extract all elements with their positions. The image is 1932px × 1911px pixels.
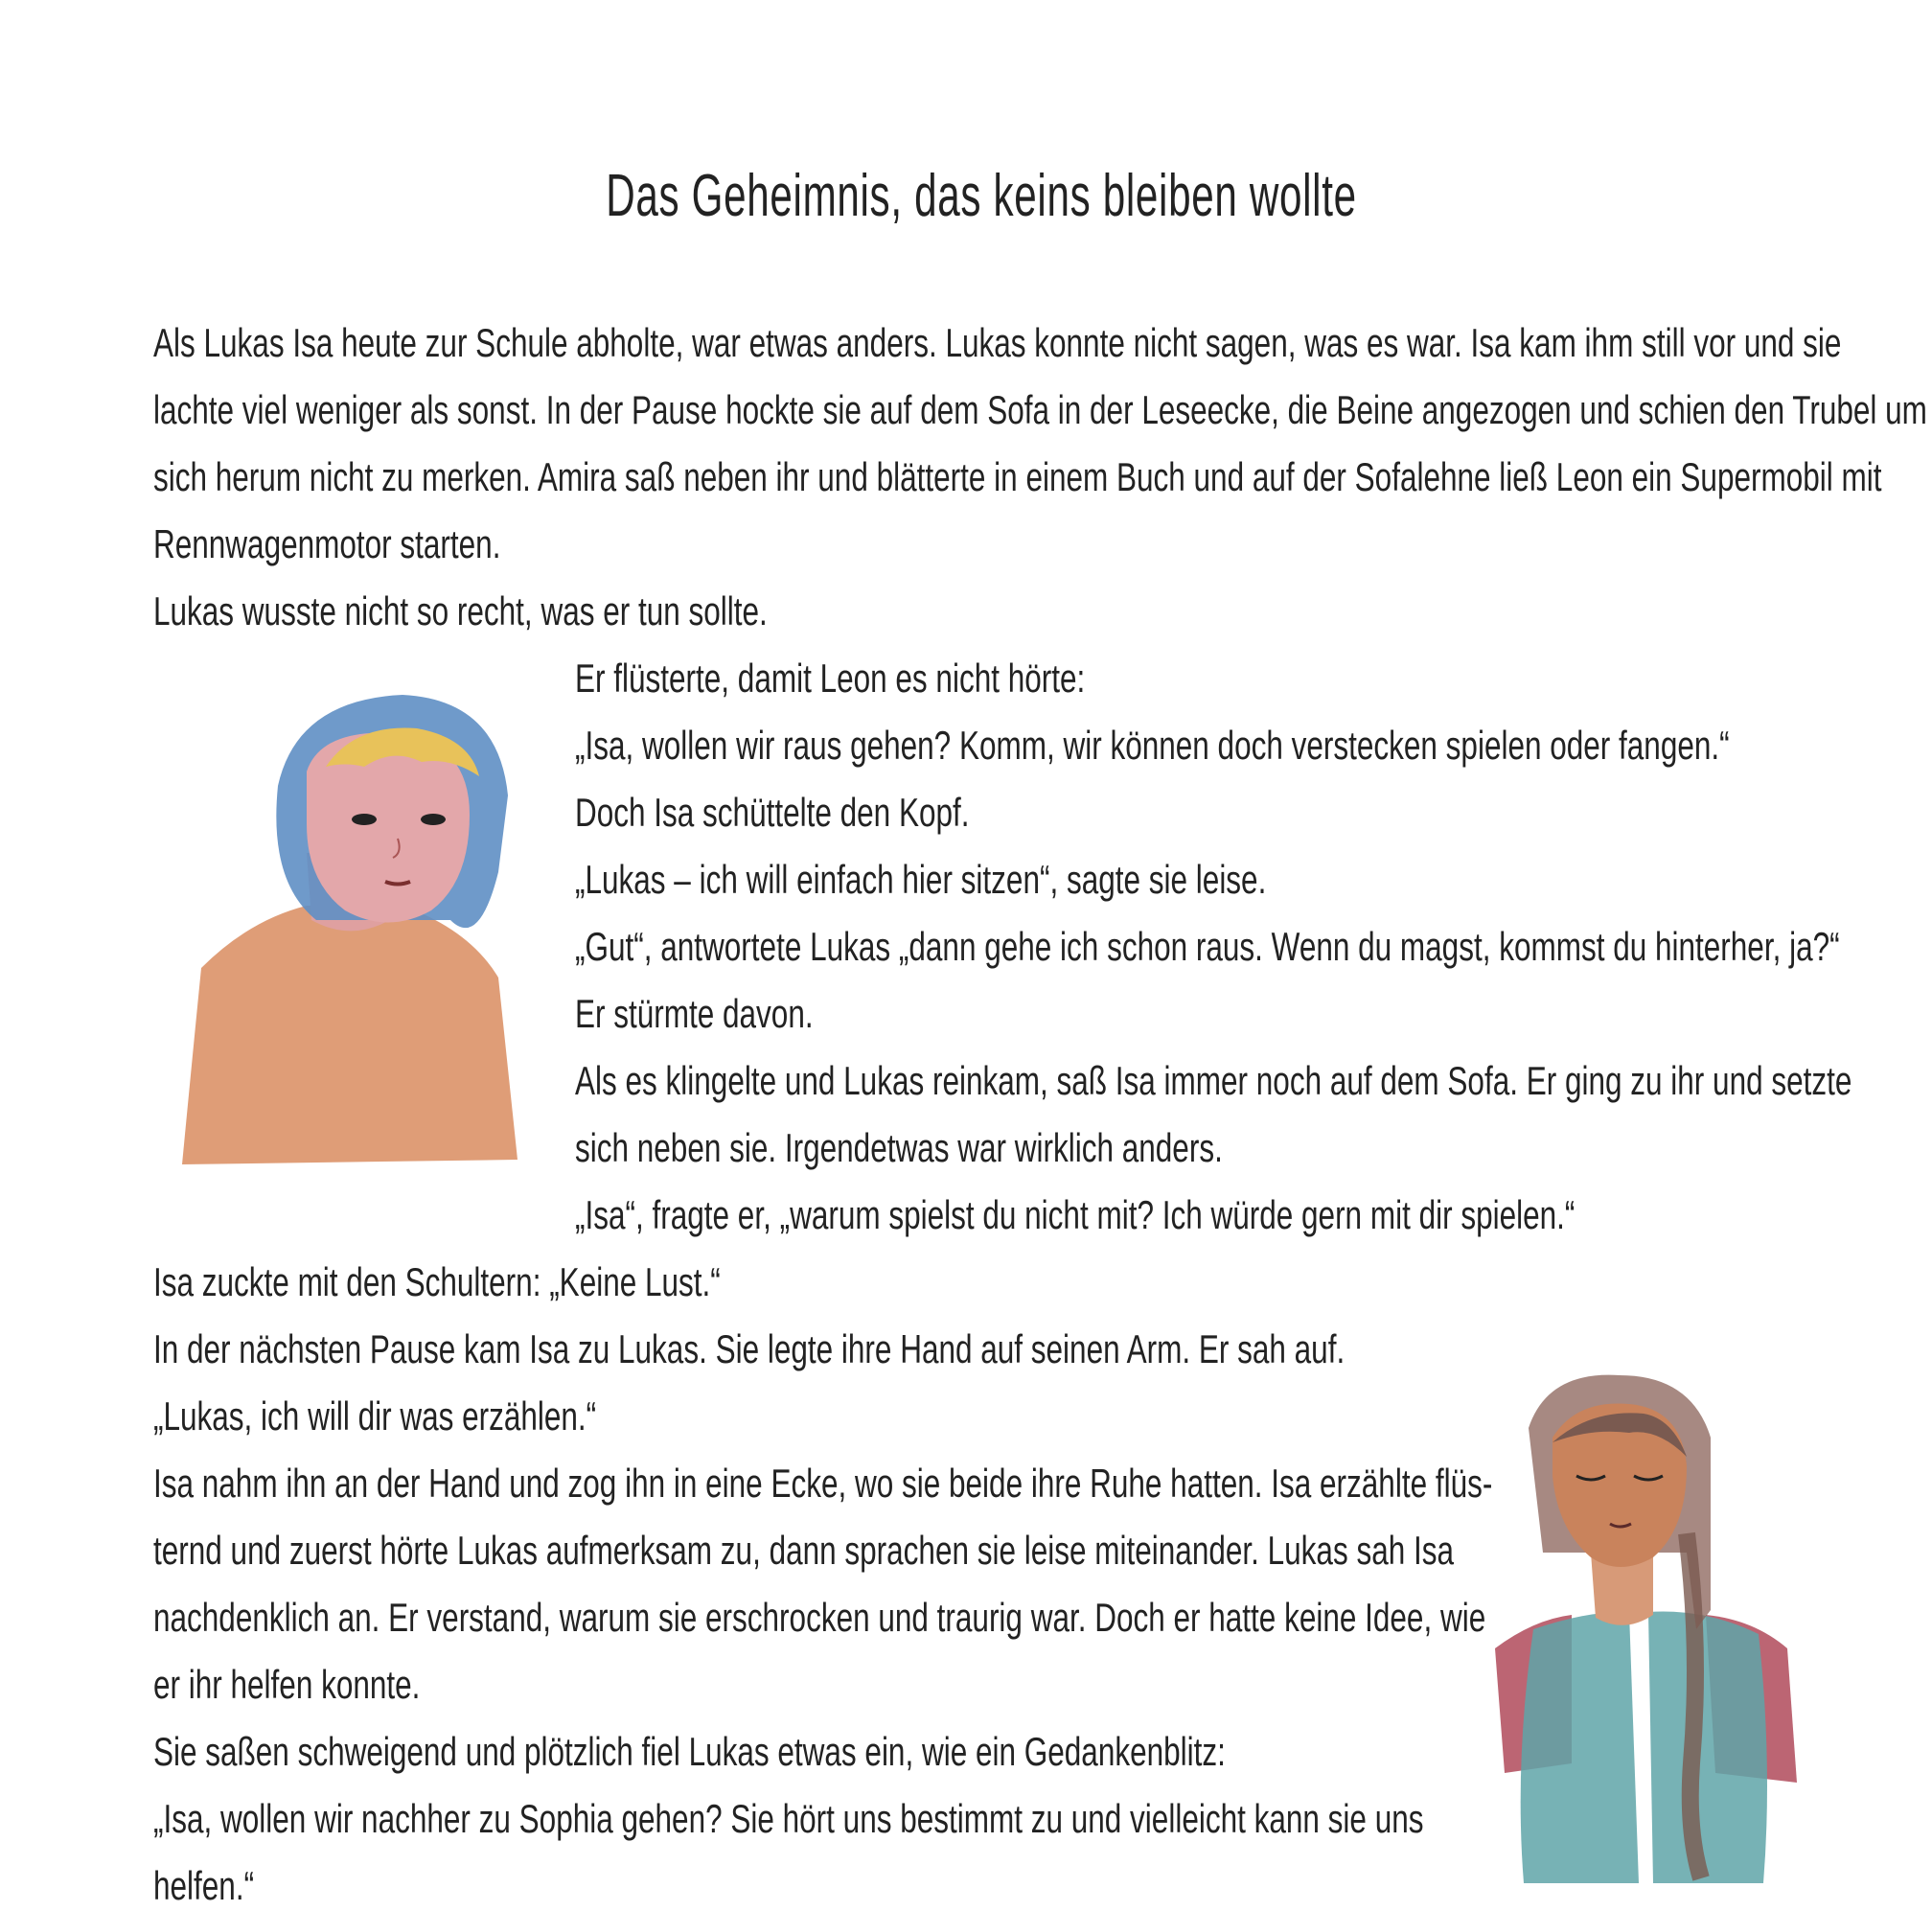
text-line: Isa zuckte mit den Schultern: „Keine Lust.“ [153,1259,721,1304]
text-line: Rennwagenmotor starten. [153,521,501,566]
text-line: nachdenklich an. Er verstand, warum sie erschrocken und traurig war. Doch er hatte keine Idee, wie [153,1595,1486,1640]
boy-illustration [163,680,527,1179]
text-line: Sie saßen schweigend und plötzlich fiel Lukas etwas ein, wie ein Gedankenblitz: [153,1729,1226,1774]
text-line: „Isa, wollen wir raus gehen? Komm, wir können doch verstecken spielen oder fangen.“ [575,723,1730,768]
text-line: ternd und zuerst hörte Lukas aufmerksam zu, dann sprachen sie leise miteinander. Lukas sah Isa [153,1528,1455,1573]
text-line: lachte viel weniger als sonst. In der Pause hockte sie auf dem Sofa in der Leseecke, die Beine angezogen und schien den Trubel um [153,387,1927,432]
page-title: Das Geheimnis, das keins bleiben wollte [606,163,1357,229]
girl-illustration [1457,1361,1821,1883]
text-line: In der nächsten Pause kam Isa zu Lukas. Sie legte ihre Hand auf seinen Arm. Er sah auf. [153,1326,1346,1371]
text-line: „Isa, wollen wir nachher zu Sophia gehen? Sie hört uns bestimmt zu und vielleicht kann sie uns [153,1796,1424,1841]
text-line: Lukas wusste nicht so recht, was er tun sollte. [153,588,768,633]
text-line: sich neben sie. Irgendetwas war wirklich anders. [575,1125,1223,1170]
text-line: er ihr helfen konnte. [153,1662,421,1707]
text-line: Doch Isa schüttelte den Kopf. [575,790,970,835]
text-line: Als Lukas Isa heute zur Schule abholte, war etwas anders. Lukas konnte nicht sagen, was es war. Isa kam ihm still vor und sie [153,320,1842,365]
text-line: Er stürmte davon. [575,991,814,1036]
text-line: Isa nahm ihn an der Hand und zog ihn in eine Ecke, wo sie beide ihre Ruhe hatten. Isa erzählte flüs- [153,1461,1493,1506]
text-line: „Isa“, fragte er, „warum spielst du nicht mit? Ich würde gern mit dir spielen.“ [575,1192,1576,1237]
text-line: „Gut“, antwortete Lukas „dann gehe ich schon raus. Wenn du magst, kommst du hinterher, ja?“ [575,924,1840,969]
text-line: Als es klingelte und Lukas reinkam, saß Isa immer noch auf dem Sofa. Er ging zu ihr und setzte [575,1058,1852,1103]
text-line: Er flüsterte, damit Leon es nicht hörte: [575,656,1086,701]
text-line: „Lukas, ich will dir was erzählen.“ [153,1393,597,1439]
text-line: sich herum nicht zu merken. Amira saß neben ihr und blätterte in einem Buch und auf der Sofalehne ließ Leon ein Supermobil mit [153,454,1882,499]
text-line: helfen.“ [153,1863,255,1908]
text-line: „Lukas – ich will einfach hier sitzen“, sagte sie leise. [575,857,1267,902]
